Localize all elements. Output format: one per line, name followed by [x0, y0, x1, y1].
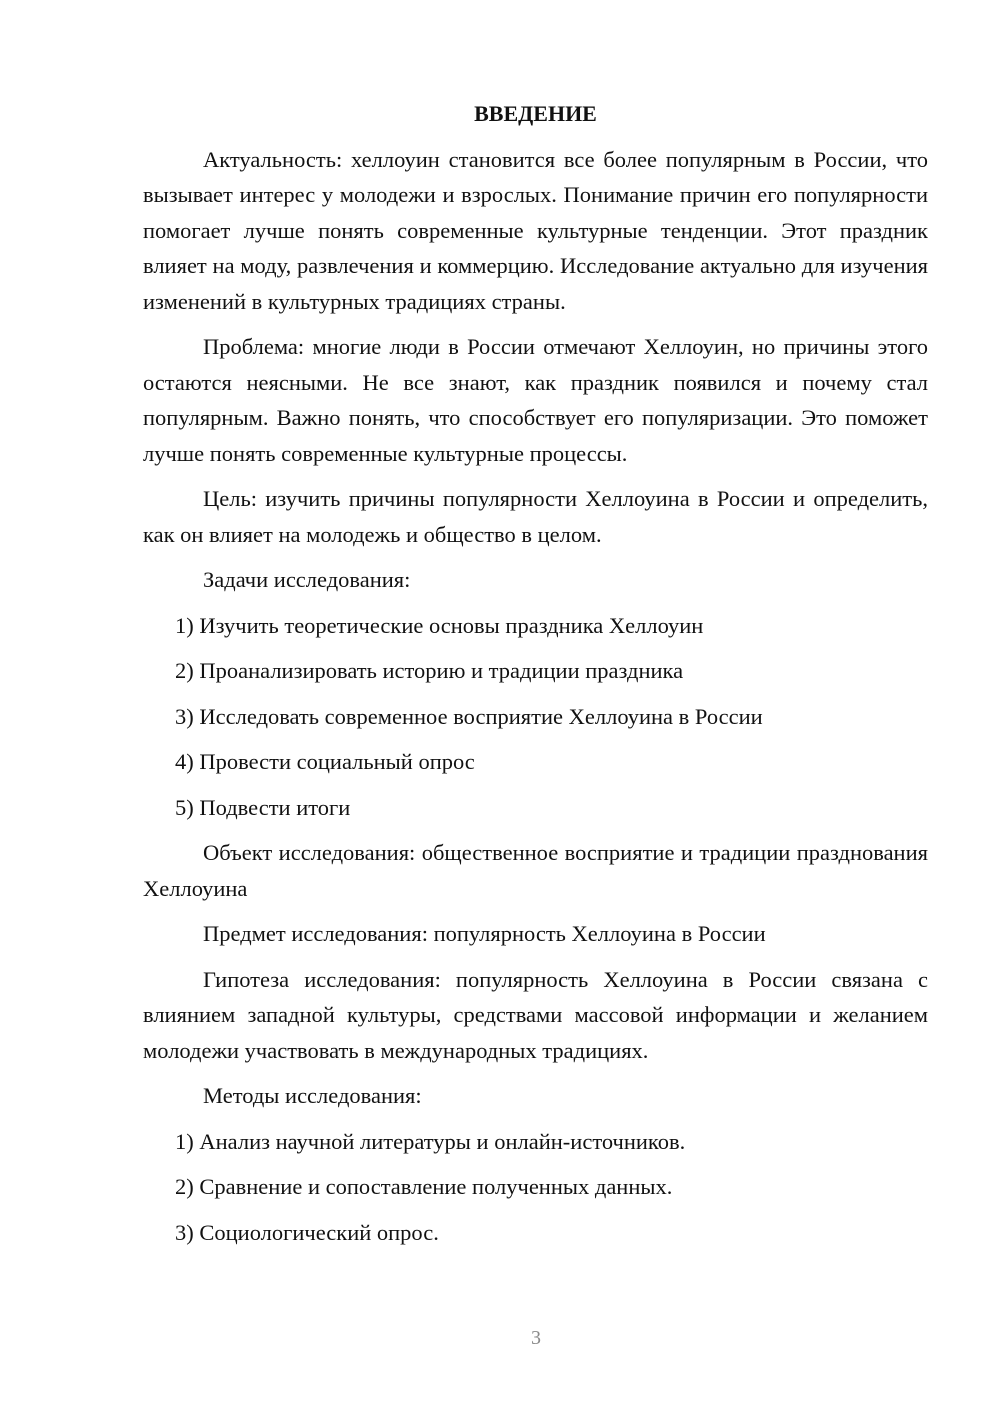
object-paragraph: Объект исследования: общественное восприятие и традиции празднования Хеллоуина	[143, 840, 928, 901]
page-number: 3	[531, 1327, 541, 1349]
hypothesis-paragraph: Гипотеза исследования: популярность Хеллоуина в России связана с влиянием западной культуры, средствами массовой информации и желанием молодежи участвовать в международных традициях.	[143, 966, 928, 1063]
relevance-paragraph: Актуальность: хеллоуин становится все более популярным в России, что вызывает интерес у молодежи и взрослых. Понимание причин его популярности помогает лучше понять современные культурные тенденции. Этот праздник влияет на моду, развлечения и коммерцию. Исследование актуально для изучения изменений в культурных традициях страны.	[143, 146, 928, 314]
method-item-1: 1) Анализ научной литературы и онлайн-источников.	[175, 1128, 686, 1154]
subject-paragraph: Предмет исследования: популярность Хеллоуина в России	[203, 921, 766, 946]
section-title: ВВЕДЕНИЕ	[474, 101, 597, 126]
task-item-1: 1) Изучить теоретические основы праздника Хеллоуин	[175, 612, 704, 638]
task-item-3: 3) Исследовать современное восприятие Хеллоуина в России	[175, 703, 763, 729]
tasks-heading: Задачи исследования:	[203, 567, 411, 592]
task-item-5: 5) Подвести итоги	[175, 794, 351, 820]
task-item-2: 2) Проанализировать историю и традиции праздника	[175, 658, 684, 683]
method-item-2: 2) Сравнение и сопоставление полученных данных.	[175, 1174, 673, 1199]
method-item-3: 3) Социологический опрос.	[175, 1219, 439, 1245]
task-item-4: 4) Провести социальный опрос	[175, 749, 475, 774]
goal-paragraph: Цель: изучить причины популярности Хеллоуина в России и определить, как он влияет на молодежь и общество в целом.	[143, 486, 928, 547]
methods-heading: Методы исследования:	[203, 1083, 422, 1108]
page-content	[143, 96, 928, 1260]
problem-paragraph: Проблема: многие люди в России отмечают Хеллоуин, но причины этого остаются неясными. Не все знают, как праздник появился и почему стал популярным. Важно понять, что способствует его популяризации. Это поможет лучше понять современные культурные процессы.	[143, 334, 928, 466]
